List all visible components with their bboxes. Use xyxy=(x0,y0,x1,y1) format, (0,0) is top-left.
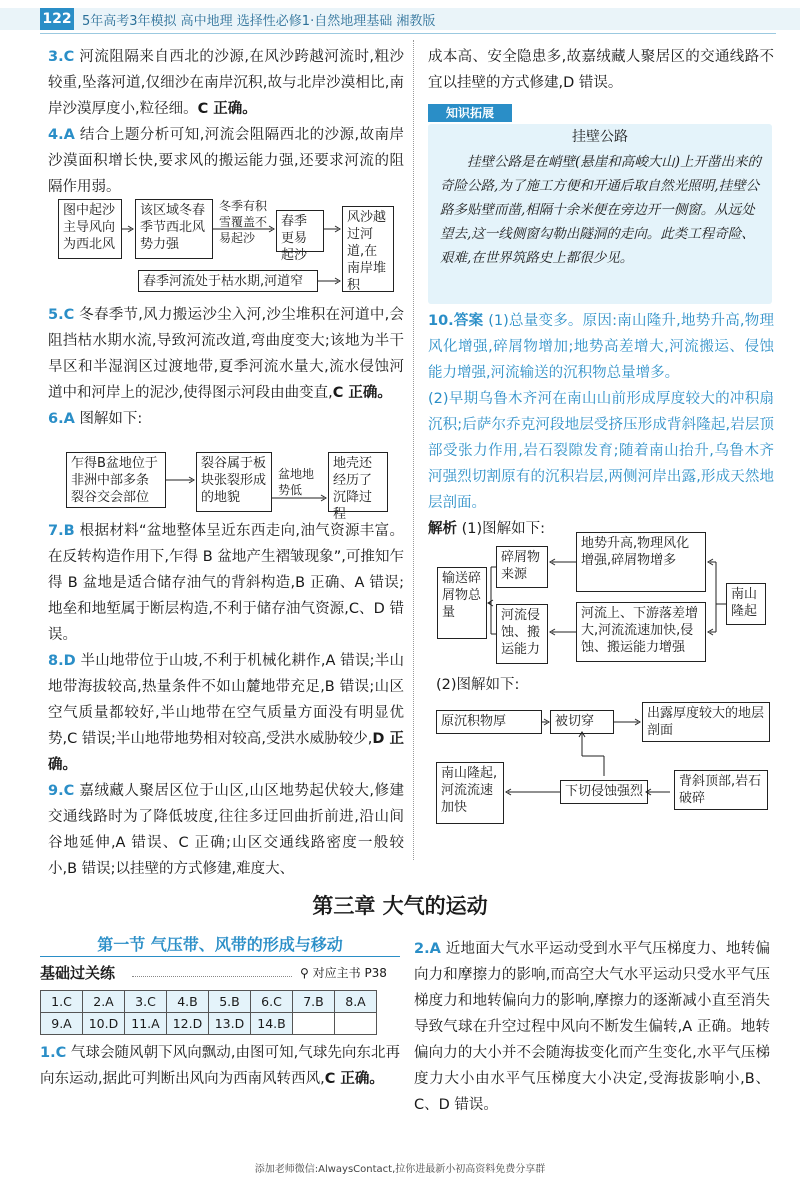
diagram-box: 风沙越过河道,在南岸堆积 xyxy=(342,206,394,292)
book-title: 5年高考3年模拟 高中地理 选择性必修1·自然地理基础 湘教版 xyxy=(82,14,436,29)
q7: 7.B 根据材料“盆地整体呈近东西走向,油气资源丰富。在反转构造作用下,乍得 B 盆地产生褶皱现象”,可推知乍得 B 盆地是适合储存油气的背斜构造,B 正确、A 错误;地垒和地堑属于断层构造,不利于储存油气资源,C、D 错误。 xyxy=(48,523,405,643)
diagram-box: 下切侵蚀强烈 xyxy=(560,780,648,804)
answer-key-cell: 9.A xyxy=(41,1013,83,1035)
q10-answer: 10.答案 (1)总量变多。原因:南山隆升,地势升高,物理风化增强,碎屑物增加;地势高差增大,河流搬运、侵蚀能力增强,河流输送的沉积物总量增多。 (2)早期乌鲁木齐河在南山山前形成厚度较大的冲积扇沉积;后萨尔乔克河段地层受挤压形成背斜隆起,岩层顶部受张力作用,岩石裂隙发育;随着南山抬升,乌鲁木齐河强烈切割原有的沉积岩层,两侧河岸出露,形成天然地层剖面。 解析 (1)图解如下: xyxy=(428,313,774,537)
chapter-title: 第三章 大气的运动 xyxy=(312,894,488,918)
practice-heading: 基础过关练 xyxy=(40,964,116,982)
footer-note: 添加老师微信:AlwaysContact,拉你进最新小初高资料免费分享群 xyxy=(254,1164,546,1175)
diagram-box: 背斜顶部,岩石破碎 xyxy=(674,770,768,810)
diagram-box: 南山隆起 xyxy=(726,583,766,625)
answer-key-row xyxy=(41,1013,377,1035)
q4: 4.A 结合上题分析可知,河流会阻隔西北的沙源,故南岸沙漠面积增长快,要求风的搬运能力强,还要求河流的阻隔作用弱。 xyxy=(48,127,405,195)
answer-key-cell: 6.C xyxy=(251,991,293,1013)
diagram-box: 河流上、下游落差增大,河流流速加快,侵蚀、搬运能力增强 xyxy=(576,602,706,662)
diagram-label: 冬季有积雪覆盖不易起沙 xyxy=(219,199,268,245)
bottom-right-q2: 2.A 近地面大气水平运动受到水平气压梯度力、地转偏向力和摩擦力的影响,而高空大气水平运动只受水平气压梯度力和地转偏向力的影响,摩擦力的逐渐减小直至消失导致气球在升空过程中风向不断发生偏转,A 正确。地转偏向力的大小并不会随海拔变化而产生变化,水平气压梯度力大小由水平气压梯度大小决定,受海拔影响小,B、C、D 错误。 xyxy=(414,941,771,1113)
section-underline xyxy=(40,956,400,957)
diagram-box: 河流侵蚀、搬运能力 xyxy=(496,604,548,664)
answer-key-cell: 7.B xyxy=(293,991,335,1013)
diagram-label: 盆地地势低 xyxy=(278,467,315,497)
answer-key-cell: 2.A xyxy=(83,991,125,1013)
answer-key-table xyxy=(40,990,377,1035)
q6: 6.A 图解如下: xyxy=(48,411,143,427)
answer-key-cell: 5.B xyxy=(209,991,251,1013)
page-number: 122 xyxy=(40,8,74,30)
diagram-box: 裂谷属于板块张裂形成的地貌 xyxy=(196,452,272,512)
knowledge-extension-tag: 知识拓展 xyxy=(428,104,512,122)
extension-body: 挂壁公路是在峭壁(悬崖和高峻大山)上开凿出来的奇险公路,为了施工方便和开通后取自然光照明,挂壁公路多贴壁而凿,相隔十余米便在旁边开一侧窗。从远处望去,这一线侧窗勾勒出隧洞的走向。此类工程奇险、艰难,在世界筑路史上都很少见。 xyxy=(440,154,762,266)
q5: 5.C 冬春季节,风力搬运沙尘入河,沙尘堆积在河道中,会阻挡枯水期水流,导致河流改道,弯曲度变大;该地为半干旱区和半湿润区过渡地带,夏季河流水量大,流水侵蚀河道中和河岸上的泥沙,使得图示河段由曲变直,C 正确。 xyxy=(48,307,405,401)
answer-key-cell: 12.D xyxy=(167,1013,209,1035)
q3: 3.C 河流阻隔来自西北的沙源,在风沙跨越河流时,粗沙较重,坠落河道,仅细沙在南岸沉积,故与北岸沙漠相比,南岸沙漠厚度小,粒径细。C 正确。 xyxy=(48,49,405,117)
diagram-box: 地势升高,物理风化增强,碎屑物增多 xyxy=(576,532,706,592)
book-reference: ⚲ 对应主书 P38 xyxy=(300,966,387,980)
answer-key-cell: 14.B xyxy=(251,1013,293,1035)
diagram-box: 春季更易起沙 xyxy=(276,210,324,252)
answer-key-cell: 8.A xyxy=(335,991,377,1013)
search-icon: ⚲ xyxy=(300,966,309,980)
dotted-leader xyxy=(132,976,292,977)
answer-key-cell: 10.D xyxy=(83,1013,125,1035)
diagram-box: 该区域冬春季节西北风势力强 xyxy=(135,199,213,259)
diagram-box: 输送碎屑物总量 xyxy=(437,567,487,639)
answer-key-cell xyxy=(293,1013,335,1035)
extension-title: 挂壁公路 xyxy=(572,129,628,145)
q9-continued: 成本高、安全隐患多,故嘉绒藏人聚居区的交通线路不宜以挂壁的方式修建,D 错误。 xyxy=(428,49,774,91)
diagram-box: 图中起沙主导风向为西北风 xyxy=(58,199,122,259)
answer-key-cell: 4.B xyxy=(167,991,209,1013)
q9: 9.C 嘉绒藏人聚居区位于山区,山区地势起伏较大,修建交通线路时为了降低坡度,往往多迂回曲折前进,沿山间谷地延伸,A 错误、C 正确;山区交通线路密度一般较小,B 错误;以挂壁的方式修建,难度大、 xyxy=(48,783,405,877)
answer-key-cell: 3.C xyxy=(125,991,167,1013)
diagram-box: 原沉积物厚 xyxy=(436,710,542,734)
answer-key-cell: 13.D xyxy=(209,1013,251,1035)
q8: 8.D 半山地带位于山坡,不利于机械化耕作,A 错误;半山地带海拔较高,热量条件不如山麓地带充足,B 错误;山区空气质量都较好,半山地带在空气质量方面没有明显优势,C 错误;半山地带地势相对较高,受洪水威胁较少,D 正确。 xyxy=(48,653,405,773)
diagram-box: 被切穿 xyxy=(550,710,614,734)
diagram-box: 地壳还经历了沉降过程 xyxy=(328,452,388,512)
diagram-box: 春季河流处于枯水期,河道窄 xyxy=(138,270,318,292)
q10-analysis-2: (2)图解如下: xyxy=(436,677,520,693)
answer-key-cell: 11.A xyxy=(125,1013,167,1035)
answer-key-cell: 1.C xyxy=(41,991,83,1013)
diagram-box: 南山隆起,河流流速加快 xyxy=(436,762,504,824)
diagram-box: 碎屑物来源 xyxy=(496,546,548,588)
answer-key-row xyxy=(41,991,377,1013)
section-title: 第一节 气压带、风带的形成与移动 xyxy=(97,935,343,954)
diagram-box: 乍得B盆地位于非洲中部多条裂谷交会部位 xyxy=(66,452,166,508)
diagram-box: 出露厚度较大的地层剖面 xyxy=(642,702,770,742)
answer-key-cell xyxy=(335,1013,377,1035)
bottom-left-q1: 1.C 气球会随风朝下风向飘动,由图可知,气球先向东北再向东运动,据此可判断出风向为西南风转西风,C 正确。 xyxy=(40,1045,401,1087)
